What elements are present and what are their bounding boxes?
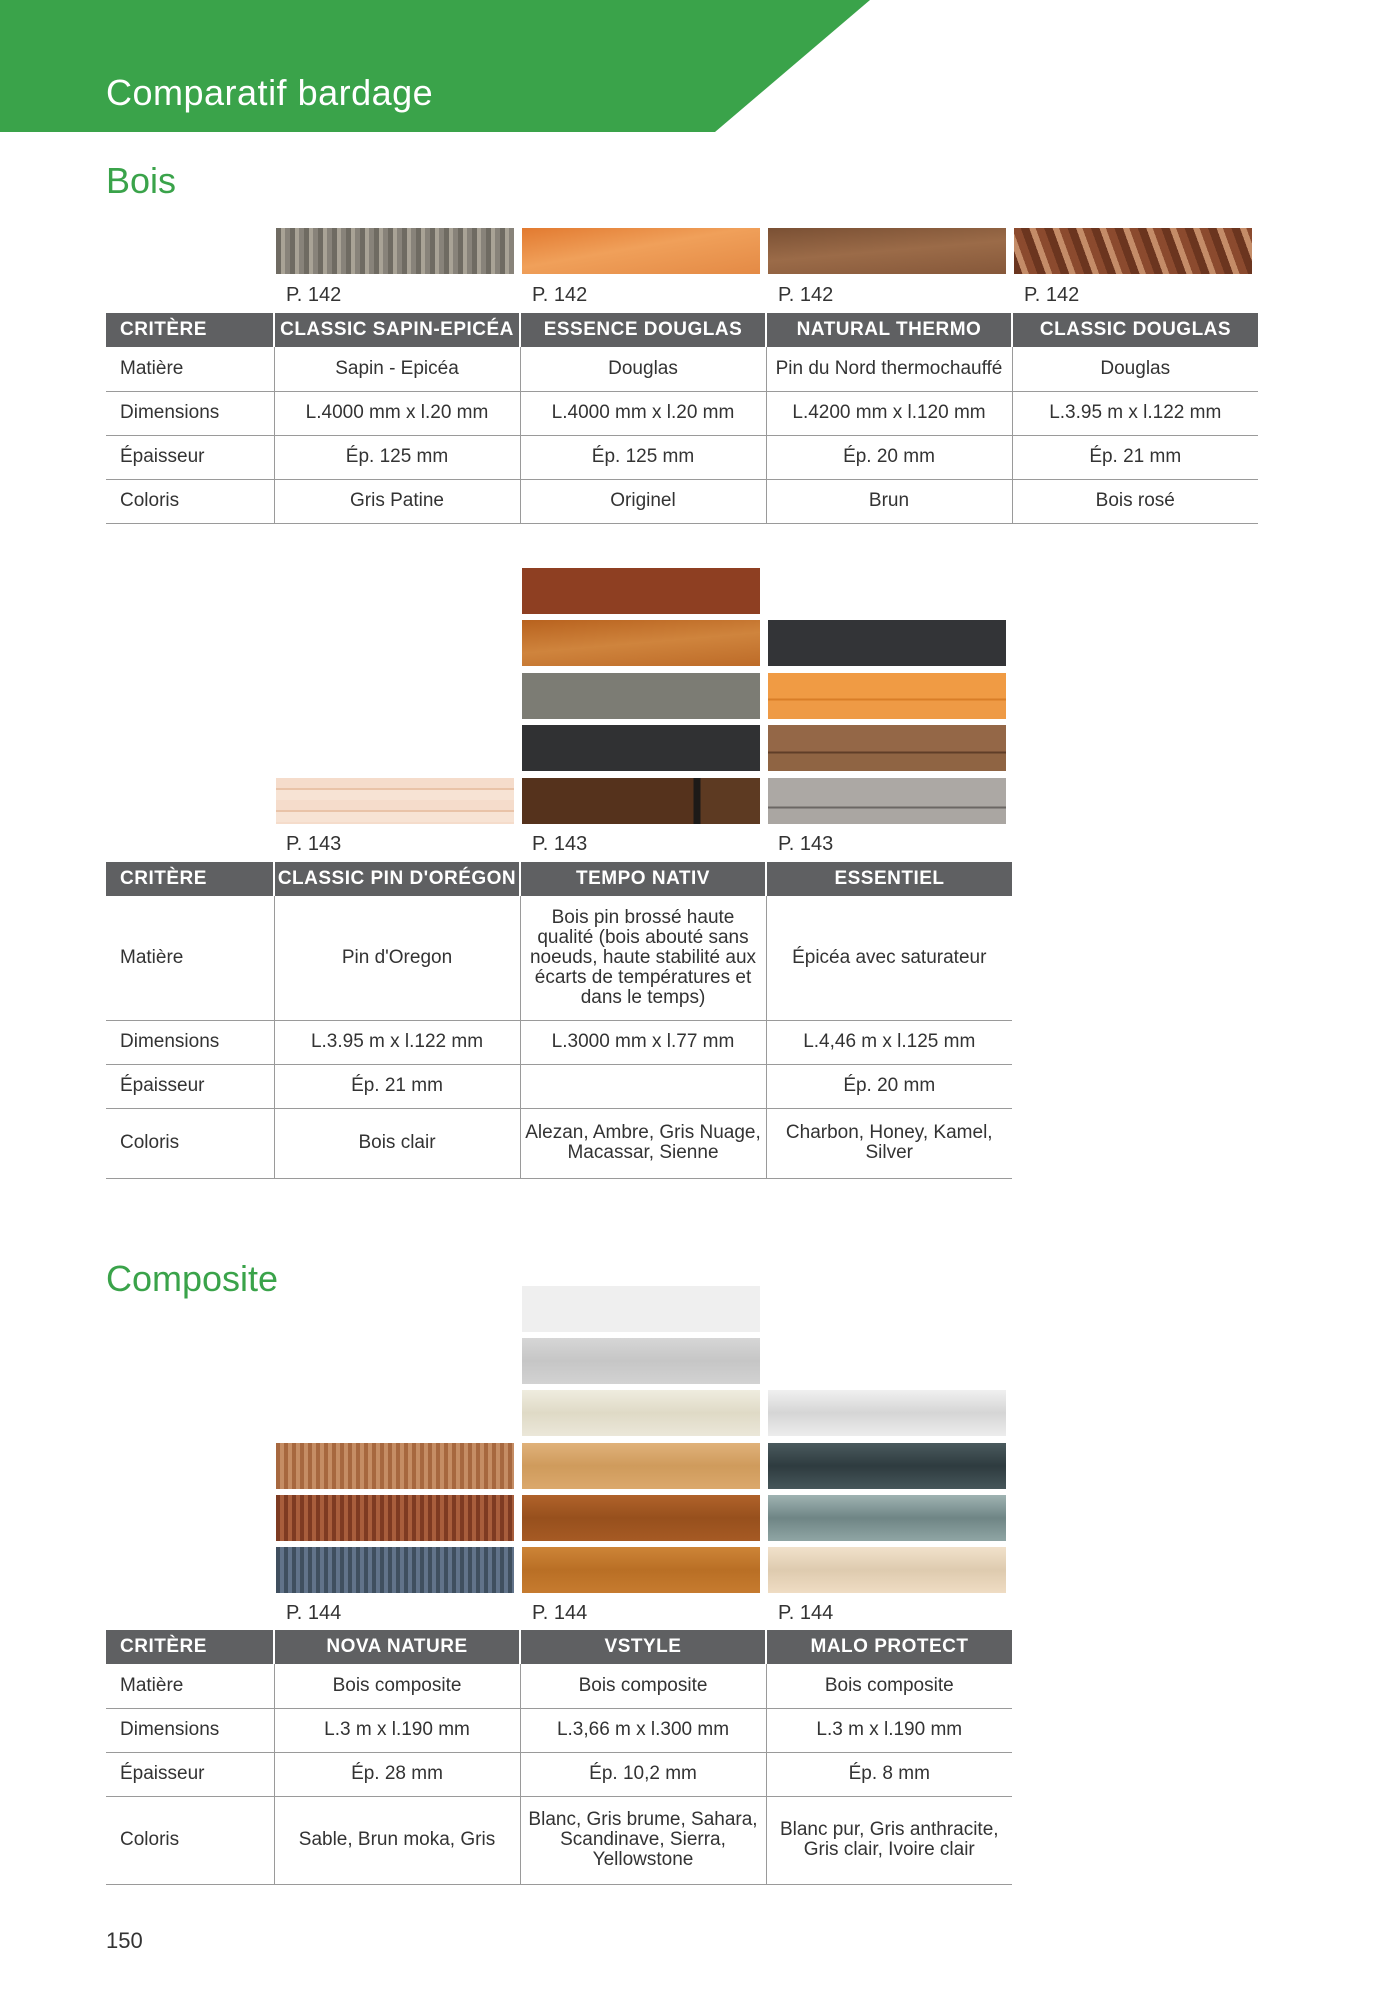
page-title: Comparatif bardage [106,72,434,113]
swatch-tempo-ambre [522,620,760,666]
header-product: CLASSIC DOUGLAS [1012,313,1258,347]
header-product: TEMPO NATIV [520,862,766,896]
table-cell: Douglas [520,347,766,391]
page-ref: P. 142 [286,284,342,306]
page-number: 150 [106,1928,143,1953]
table-cell: L.3 m x l.190 mm [766,1708,1012,1752]
table-cell: L.3 m x l.190 mm [274,1708,520,1752]
swatch-nova-brun-moka [276,1495,514,1541]
table-cell: L.3.95 m x l.122 mm [274,1020,520,1064]
header-product: NOVA NATURE [274,1630,520,1664]
table-bois-2 [106,862,1012,1179]
table-header-row [106,1630,1012,1664]
table-row [106,1708,1012,1752]
table-cell: Bois composite [520,1664,766,1708]
table-row [106,435,1258,479]
table-cell: L.4000 mm x l.20 mm [520,391,766,435]
table-composite [106,1630,1012,1885]
table-cell: L.4000 mm x l.20 mm [274,391,520,435]
page-ref: P. 144 [532,1602,588,1624]
header-critere: CRITÈRE [106,313,274,347]
table-cell: Pin d'Oregon [274,896,520,1020]
page-ref: P. 142 [1024,284,1080,306]
header-critere: CRITÈRE [106,1630,274,1664]
swatch-pin-oregon [276,778,514,824]
table-cell: Épicéa avec saturateur [766,896,1012,1020]
table-cell: L.3.95 m x l.122 mm [1012,391,1258,435]
row-label: Coloris [106,1108,274,1178]
table-cell: Bois clair [274,1108,520,1178]
swatch-malo-blanc-pur [768,1390,1006,1436]
table-cell: Ép. 20 mm [766,1064,1012,1108]
swatch-malo-gris-clair [768,1495,1006,1541]
page-ref: P. 144 [778,1602,834,1624]
section-title-composite: Composite [106,1258,279,1299]
swatch-essentiel-kamel [768,725,1006,771]
swatch-essentiel-silver [768,778,1006,824]
header-product: VSTYLE [520,1630,766,1664]
page-ref: P. 143 [778,833,834,855]
table-cell [520,1064,766,1108]
table-cell: Bois pin brossé haute qualité (bois abouté sans noeuds, haute stabilité aux écarts de températures et dans le temps) [520,896,766,1020]
table-cell: Sapin - Epicéa [274,347,520,391]
section-title-bois: Bois [106,160,177,201]
table-cell: Charbon, Honey, Kamel, Silver [766,1108,1012,1178]
table-cell: Bois composite [766,1664,1012,1708]
header-product: MALO PROTECT [766,1630,1012,1664]
swatch-malo-gris-anthracite [768,1443,1006,1489]
row-label: Matière [106,347,274,391]
swatch-vstyle-scandinave [522,1443,760,1489]
table-row [106,1752,1012,1796]
table-cell: Ép. 21 mm [274,1064,520,1108]
header-product: ESSENTIEL [766,862,1012,896]
header-critere: CRITÈRE [106,862,274,896]
swatch-vstyle-sierra [522,1495,760,1541]
table-cell: Ép. 21 mm [1012,435,1258,479]
header-product: NATURAL THERMO [766,313,1012,347]
table-row [106,1020,1012,1064]
table-row [106,896,1012,1020]
header-product: ESSENCE DOUGLAS [520,313,766,347]
swatch-originel [522,228,760,274]
row-label: Épaisseur [106,1752,274,1796]
swatch-bois-rose [1014,228,1252,274]
page-ref: P. 142 [778,284,834,306]
row-label: Matière [106,896,274,1020]
table-row [106,1796,1012,1884]
table-row [106,347,1258,391]
row-label: Épaisseur [106,435,274,479]
swatch-tempo-alezan [522,568,760,614]
table-cell: Originel [520,479,766,523]
table-cell: Blanc, Gris brume, Sahara, Scandinave, Sierra, Yellowstone [520,1796,766,1884]
swatch-tempo-gris-nuage [522,673,760,719]
swatch-essentiel-charbon [768,620,1006,666]
table-cell: Ép. 28 mm [274,1752,520,1796]
row-label: Épaisseur [106,1064,274,1108]
swatch-vstyle-sahara [522,1390,760,1436]
page-ref: P. 142 [532,284,588,306]
table-row [106,479,1258,523]
table-bois-1 [106,313,1258,524]
swatch-tempo-macassar [522,725,760,771]
table-cell: Bois rosé [1012,479,1258,523]
header-product: CLASSIC SAPIN-EPICÉA [274,313,520,347]
row-label: Dimensions [106,1020,274,1064]
table-cell: Pin du Nord thermochauffé [766,347,1012,391]
table-row [106,1664,1012,1708]
row-label: Coloris [106,1796,274,1884]
table-cell: L.4,46 m x l.125 mm [766,1020,1012,1064]
swatch-nova-gris [276,1547,514,1593]
swatch-brun [768,228,1006,274]
table-row [106,391,1258,435]
table-cell: L.4200 mm x l.120 mm [766,391,1012,435]
header-product: CLASSIC PIN D'ORÉGON [274,862,520,896]
table-cell: Ép. 125 mm [274,435,520,479]
table-header-row [106,862,1012,896]
table-cell: Blanc pur, Gris anthracite, Gris clair, Ivoire clair [766,1796,1012,1884]
swatch-gris-patine [276,228,514,274]
swatch-vstyle-gris-brume [522,1338,760,1384]
table-cell: Alezan, Ambre, Gris Nuage, Macassar, Sienne [520,1108,766,1178]
table-cell: Brun [766,479,1012,523]
swatch-nova-sable [276,1443,514,1489]
table-cell: Ép. 10,2 mm [520,1752,766,1796]
row-label: Dimensions [106,391,274,435]
table-header-row [106,313,1258,347]
swatch-vstyle-yellowstone [522,1547,760,1593]
table-row [106,1108,1012,1178]
table-cell: Bois composite [274,1664,520,1708]
table-cell: L.3000 mm x l.77 mm [520,1020,766,1064]
swatch-vstyle-blanc [522,1286,760,1332]
row-label: Matière [106,1664,274,1708]
row-label: Dimensions [106,1708,274,1752]
page-ref: P. 144 [286,1602,342,1624]
table-cell: Sable, Brun moka, Gris [274,1796,520,1884]
table-cell: Ép. 125 mm [520,435,766,479]
table-cell: Douglas [1012,347,1258,391]
table-cell: Ép. 20 mm [766,435,1012,479]
table-row [106,1064,1012,1108]
swatch-tempo-sienne [522,778,760,824]
swatch-essentiel-honey [768,673,1006,719]
page-ref: P. 143 [532,833,588,855]
page-ref: P. 143 [286,833,342,855]
table-cell: Gris Patine [274,479,520,523]
table-cell: L.3,66 m x l.300 mm [520,1708,766,1752]
row-label: Coloris [106,479,274,523]
swatch-malo-ivoire-clair [768,1547,1006,1593]
table-cell: Ép. 8 mm [766,1752,1012,1796]
